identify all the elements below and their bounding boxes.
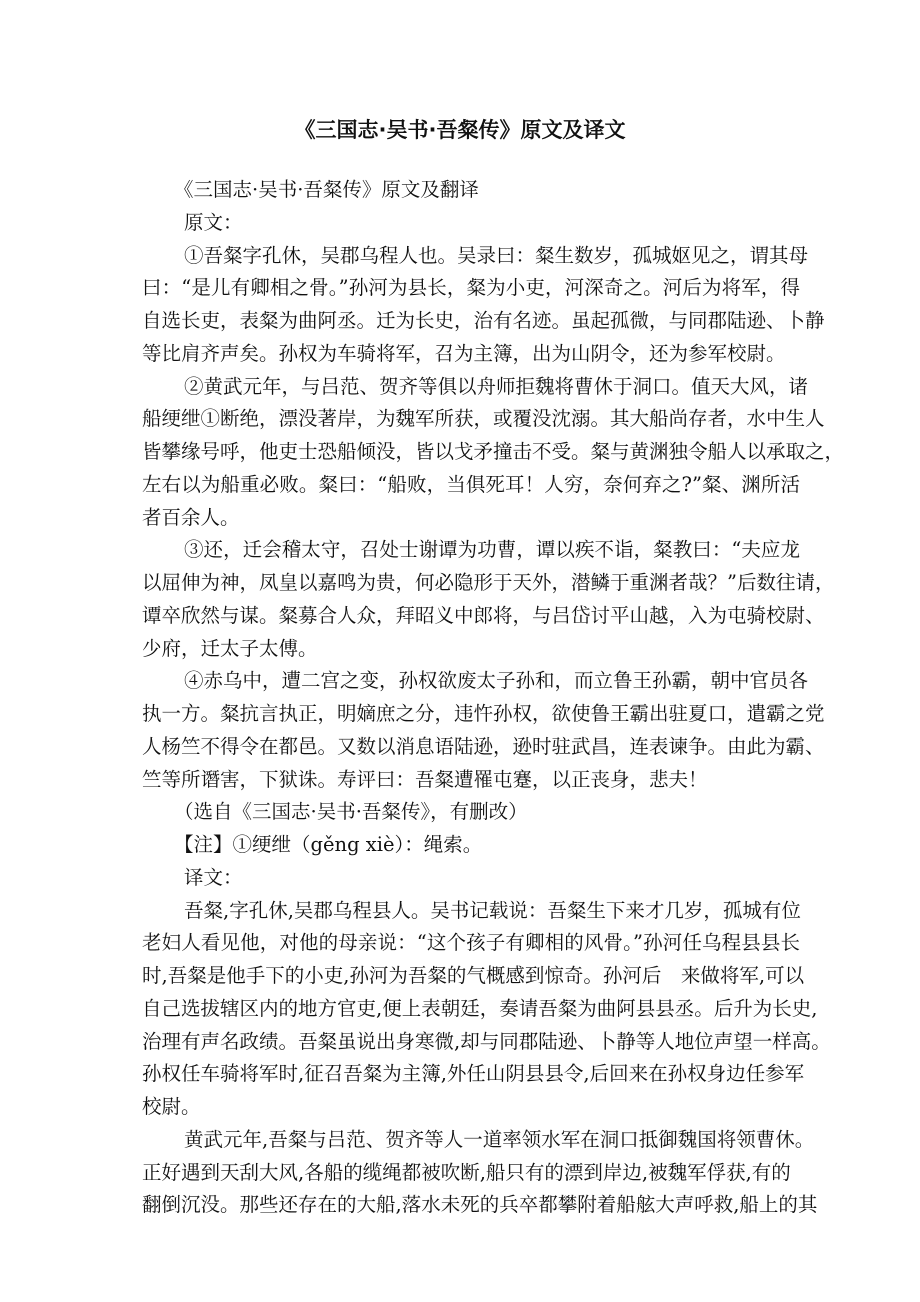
document-body [142,174,845,1222]
text-line: ①吾粲字孔休，吴郡乌程人也。吴录曰：粲生数岁，孤城妪见之，谓其母 [184,243,809,267]
text-line: 船绠绁①断绝，漂没著岸，为魏军所获，或覆没沈溺。其大船尚存者，水中生人 [142,407,825,431]
text-line: 执一方。粲抗言执正，明嫡庶之分，违忤孙权，欲使鲁王霸出驻夏口，遣霸之党 [142,702,825,725]
text-line: 人杨竺不得令在都邑。又数以消息语陆逊，逊时驻武昌，连表谏争。由此为霸、 [142,734,825,758]
text-line: 谭卒欣然与谋。粲募合人众，拜昭义中郎将，与吕岱讨平山越，入为屯骑校尉、 [142,603,825,627]
text-line: 自选长吏，表粲为曲阿丞。迁为长史，治有名迹。虽起孤微，与同郡陆逊、卜静 [142,309,825,332]
text-line: 皆攀缘号呼，他吏士恐船倾没，皆以戈矛撞击不受。粲与黄渊独令船人以承取之， [142,440,845,463]
text-line: 原文： [184,210,243,234]
text-line: 治理有声名政绩。吾粲虽说出身寒微,却与同郡陆逊、卜静等人地位声望一样高。 [142,1029,831,1053]
text-line: 校尉。 [142,1095,201,1118]
text-line: 竺等所谮害，下狱诛。寿评曰：吾粲遭罹屯蹇，以正丧身，悲夫！ [142,767,708,791]
document-title: 《三国志·吴书·吾粲传》原文及译文 [294,118,626,142]
text-line: 《三国志·吴书·吾粲传》原文及翻译 [174,178,479,201]
text-line: 曰：“是儿有卿相之骨。”孙河为县长，粲为小吏，河深奇之。河后为将军，得 [142,276,800,300]
text-line: 少府，迁太子太傅。 [142,636,318,660]
text-line: ③还，迁会稽太守，召处士谢谭为功曹，谭以疾不诣，粲教曰：“夫应龙 [184,538,800,562]
text-line: 孙权任车骑将军时,征召吾粲为主簿,外任山阴县县令,后回来在孙权身边任参军 [142,1062,805,1086]
text-line: 时,吾粲是他手下的小吏,孙河为吾粲的气概感到惊奇。孙河后 来做将军,可以 [142,964,805,987]
text-line: ④赤乌中，遭二宫之变，孙权欲废太子孙和，而立鲁王孙霸，朝中官员各 [184,669,809,693]
text-line: 黄武元年,吾粲与吕范、贺齐等人一道率领水军在洞口抵御魏国将领曹休。 [184,1127,815,1151]
text-line: 译文： [184,865,243,889]
text-line: ②黄武元年，与吕范、贺齐等俱以舟师拒魏将曹休于洞口。值天大风，诸 [184,374,809,398]
text-line: 吾粲,字孔休,吴郡乌程县人。吴书记载说：吾粲生下来才几岁，孤城有位 [184,898,801,922]
text-line: 正好遇到天刮大风,各船的缆绳都被吹断,船只有的漂到岸边,被魏军俘获,有的 [142,1160,791,1184]
text-line: 者百余人。 [142,505,240,529]
text-line: （选自《三国志·吴书·吾粲传》，有删改） [174,800,528,824]
text-line: 等比肩齐声矣。孙权为车骑将军，召为主簿，出为山阴令，还为参军校尉。 [142,341,786,365]
text-line: 翻倒沉没。那些还存在的大船,落水未死的兵卒都攀附着船舷大声呼救,船上的其 [142,1193,818,1217]
text-line: 【注】①绠绁（gěng xiè）：绳索。 [174,833,483,856]
text-line: 自己选拔辖区内的地方官吏,便上表朝廷，奏请吾粲为曲阿县县丞。后升为长史, [142,996,818,1020]
text-line: 以屈伸为神，凤皇以嘉鸣为贵，何必隐形于天外，潜鳞于重渊者哉？”后数往请， [142,571,835,594]
text-line: 左右以为船重必败。粲曰：“船败，当俱死耳！人穷，奈何弃之?”粲、渊所活 [142,472,800,496]
text-line: 老妇人看见他，对他的母亲说：“这个孩子有卿相的风骨。”孙河任乌程县县长 [142,931,800,955]
